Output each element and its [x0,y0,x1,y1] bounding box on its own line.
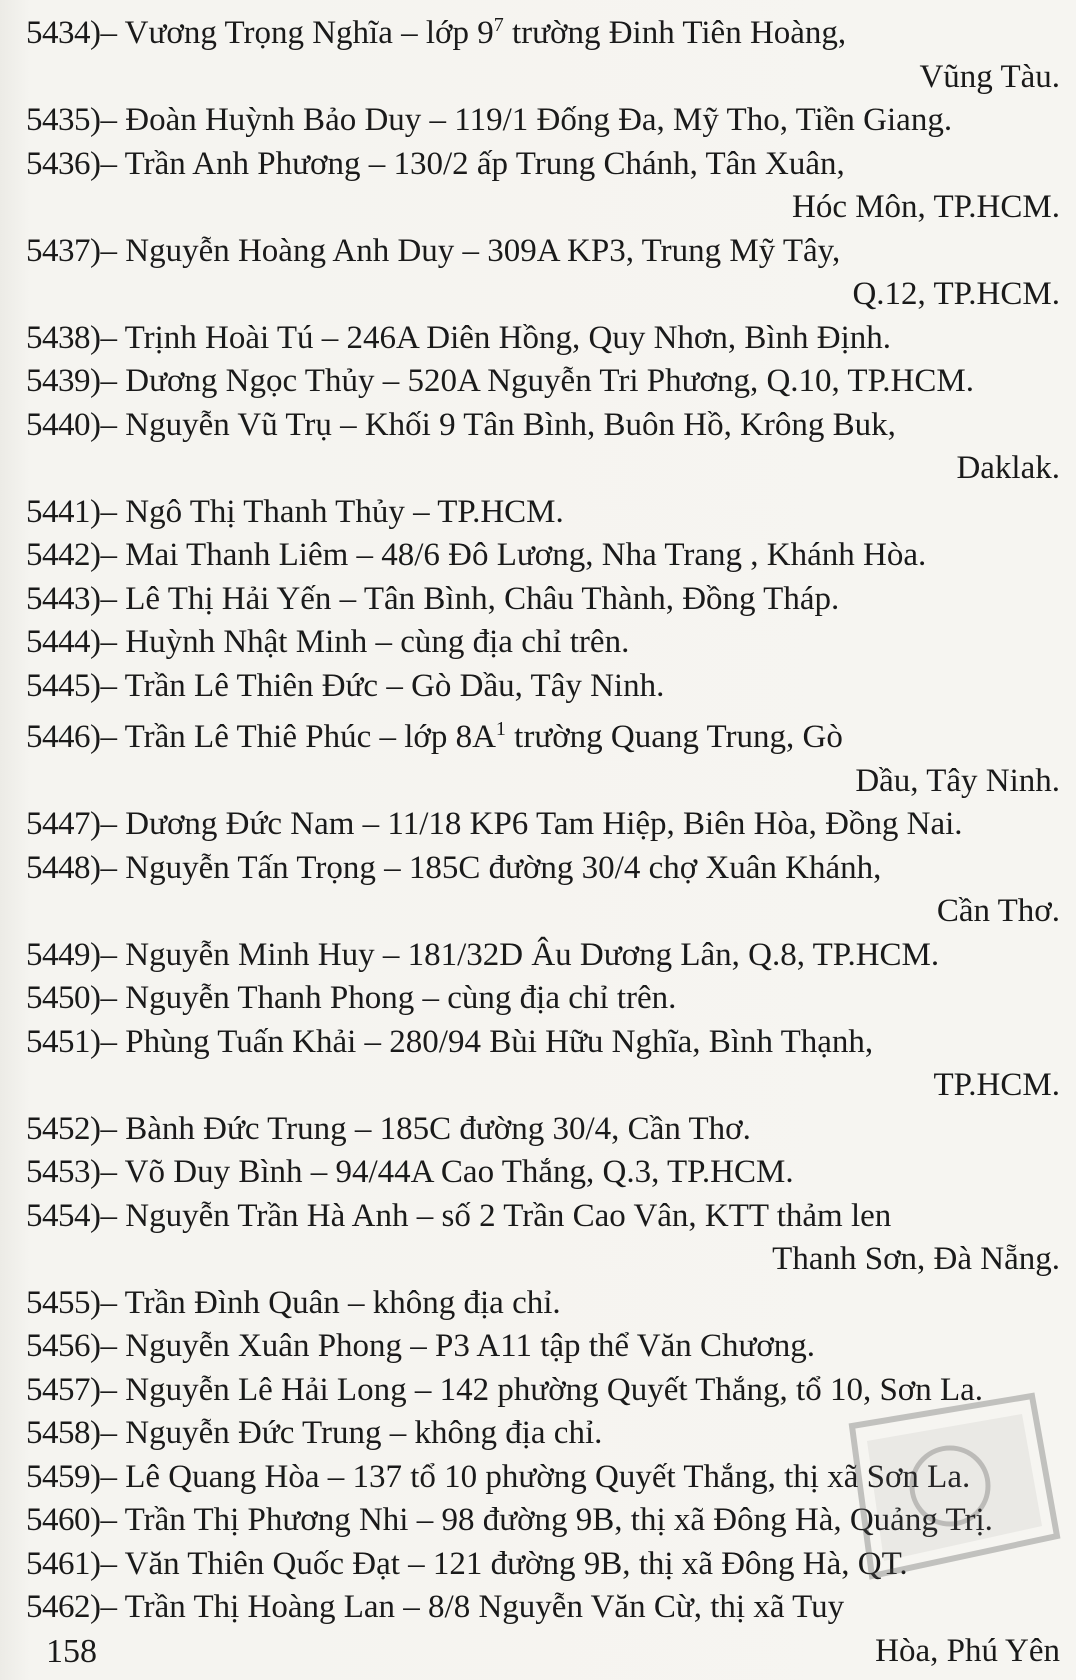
entry-line [26,1151,1068,1195]
list-item [26,1282,1068,1326]
entry-text: – Nguyễn Trần Hà Anh – số 2 Trần Cao Vân, KTT thảm len [100,1197,892,1234]
entry-number: 5435) [26,102,101,138]
list-item [26,1325,1068,1369]
entry-line [26,534,1068,578]
list-item [26,621,1068,665]
entry-line [26,230,1068,274]
list-item [26,230,1068,317]
superscript: 7 [493,14,504,36]
list-item [26,534,1068,578]
list-item [26,4,1068,99]
entry-text: – Lê Quang Hòa – 137 tổ 10 phường Quyết Thắng, thị xã Sơn La. [100,1458,971,1495]
entry-number: 5455) [26,1284,101,1321]
list-item [26,143,1068,230]
entry-text: – Trần Lê Thiê Phúc – lớp 8A [100,719,496,755]
entry-line [26,317,1068,361]
entry-number: 5440) [26,406,101,443]
entry-line [26,708,1068,760]
entry-continuation: Thanh Sơn, Đà Nẵng. [772,1241,1060,1277]
entry-number: 5443) [26,580,101,617]
entry-number: 5448) [26,849,101,886]
entry-number: 5452) [26,1110,101,1147]
entry-text: – Trần Anh Phương – 130/2 ấp Trung Chánh, Tân Xuân, [100,145,845,182]
entry-line [26,99,1068,143]
entry-number: 5458) [26,1415,101,1451]
entry-text: – Lê Thị Hải Yến – Tân Bình, Châu Thành, Đồng Tháp. [100,580,840,617]
entry-text: – Nguyễn Hoàng Anh Duy – 309A KP3, Trung Mỹ Tây, [100,232,841,269]
entry-number: 5445) [26,667,101,704]
entry-text: – Mai Thanh Liêm – 48/6 Đô Lương, Nha Trang , Khánh Hòa. [100,537,927,573]
list-item [26,847,1068,934]
list-item [26,665,1068,709]
entry-text: – Huỳnh Nhật Minh – cùng địa chỉ trên. [100,624,630,660]
entry-line [26,404,1068,448]
entry-text: – Dương Ngọc Thủy – 520A Nguyễn Tri Phương, Q.10, TP.HCM. [100,363,974,399]
entry-continuation: Vũng Tàu. [919,58,1060,95]
list-item [26,803,1068,847]
entry-number: 5462) [26,1589,101,1625]
list-item [26,977,1068,1021]
entry-line [26,665,1068,709]
entry-text: – Bành Đức Trung – 185C đường 30/4, Cần Thơ. [100,1110,751,1147]
entry-number: 5438) [26,319,101,356]
entry-text: – Nguyễn Thanh Phong – cùng địa chỉ trên. [100,980,677,1016]
entry-line [26,847,1068,891]
page-number: 158 [46,1633,97,1670]
entry-number: 5437) [26,232,101,269]
entry-number: 5446) [26,719,101,755]
list-item [26,1108,1068,1152]
entry-line [26,360,1068,404]
list-item [26,1586,1068,1673]
entry-number: 5436) [26,145,101,182]
entry-text: – Nguyễn Tấn Trọng – 185C đường 30/4 chợ Xuân Khánh, [100,849,882,886]
entry-continuation: TP.HCM. [933,1067,1060,1103]
entry-line [26,4,1068,56]
entry-line [26,491,1068,535]
entry-continuation: Daklak. [956,450,1060,486]
entry-number: 5457) [26,1371,101,1408]
list-item [26,1151,1068,1195]
entry-text: – Đoàn Huỳnh Bảo Duy – 119/1 Đống Đa, Mỹ Tho, Tiền Giang. [100,102,953,138]
list-item [26,404,1068,491]
list-item [26,934,1068,978]
entry-text: – Trần Thị Phương Nhi – 98 đường 9B, thị xã Đông Hà, Quảng Trị. [100,1502,993,1538]
entry-text: – Ngô Thị Thanh Thủy – TP.HCM. [100,493,564,530]
list-item [26,360,1068,404]
list-item [26,1021,1068,1108]
entry-text: – Trần Thị Hoàng Lan – 8/8 Nguyễn Văn Cừ, thị xã Tuy [100,1589,845,1625]
entry-text: – Nguyễn Xuân Phong – P3 A11 tập thể Văn Chương. [100,1328,816,1364]
entry-number: 5434) [26,15,101,51]
entry-number: 5450) [26,980,101,1016]
entry-continuation: Cần Thơ. [936,893,1060,929]
entry-text: – Nguyễn Vũ Trụ – Khối 9 Tân Bình, Buôn Hồ, Krông Buk, [100,406,896,443]
comic-stamp-logo-icon [832,1386,1062,1586]
entry-text: – Phùng Tuấn Khải – 280/94 Bùi Hữu Nghĩa, Bình Thạnh, [100,1023,874,1060]
entry-text: – Nguyễn Lê Hải Long – 142 phường Quyết Thắng, tổ 10, Sơn La. [100,1371,984,1408]
entry-line [26,621,1068,665]
entry-line [26,977,1068,1021]
entry-text-tail: trường Quang Trung, Gò [505,719,843,755]
entry-line [26,1021,1068,1065]
entry-continuation: Hóc Môn, TP.HCM. [791,189,1060,225]
entry-line [26,1282,1068,1326]
entry-text: – Trần Đình Quân – không địa chỉ. [100,1284,561,1321]
entry-number: 5451) [26,1023,101,1060]
entry-text: – Vương Trọng Nghĩa – lớp 9 [100,15,494,51]
entry-number: 5459) [26,1458,101,1495]
entry-number: 5449) [26,936,101,973]
list-item [26,99,1068,143]
entry-number: 5461) [26,1545,101,1582]
entry-line [26,1586,1068,1630]
entry-number: 5442) [26,537,101,573]
list-item [26,317,1068,361]
entry-text: – Nguyễn Đức Trung – không địa chỉ. [100,1415,603,1451]
entry-text: – Trịnh Hoài Tú – 246A Diên Hồng, Quy Nhơn, Bình Định. [100,319,892,356]
entry-number: 5456) [26,1328,101,1364]
entry-number: 5439) [26,363,101,399]
entry-number: 5454) [26,1197,101,1234]
list-item [26,708,1068,803]
entry-continuation: Dầu, Tây Ninh. [855,762,1060,799]
entry-number: 5460) [26,1502,101,1538]
entry-line [26,1108,1068,1152]
entry-number: 5453) [26,1154,101,1190]
entry-number: 5441) [26,493,101,530]
entry-continuation: Hòa, Phú Yên [875,1632,1060,1669]
entry-text: – Văn Thiên Quốc Đạt – 121 đường 9B, thị xã Đông Hà, QT. [100,1545,908,1582]
entry-line [26,803,1068,847]
entry-text-tail: trường Đinh Tiên Hoàng, [503,15,847,51]
superscript: 1 [495,718,506,740]
entry-line [26,1325,1068,1369]
list-item [26,491,1068,535]
list-item [26,578,1068,622]
entry-text: – Võ Duy Bình – 94/44A Cao Thắng, Q.3, TP.HCM. [100,1154,794,1190]
entry-line [26,934,1068,978]
entry-line [26,1195,1068,1239]
entry-text: – Nguyễn Minh Huy – 181/32D Âu Dương Lân, Q.8, TP.HCM. [100,936,940,973]
entry-number: 5447) [26,806,101,842]
entry-continuation: Q.12, TP.HCM. [852,276,1060,312]
list-item [26,1195,1068,1282]
entry-line [26,578,1068,622]
entry-number: 5444) [26,624,101,660]
entry-text: – Trần Lê Thiên Đức – Gò Dầu, Tây Ninh. [100,667,665,704]
entry-line [26,143,1068,187]
entry-text: – Dương Đức Nam – 11/18 KP6 Tam Hiệp, Biên Hòa, Đồng Nai. [100,806,963,842]
